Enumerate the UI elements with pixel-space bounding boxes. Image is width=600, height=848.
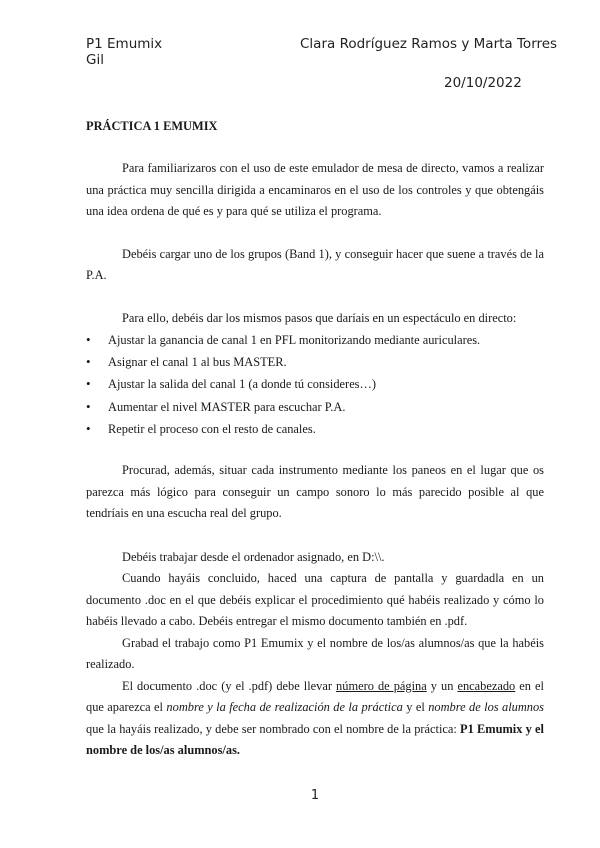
list-item: • Aumentar el nivel MASTER para escuchar P.A. (86, 396, 544, 418)
header-date: 20/10/2022 (444, 75, 522, 91)
paragraph-load-band: Debéis cargar uno de los grupos (Band 1), y conseguir hacer que suene a través de la P.A. (86, 246, 544, 282)
header-left: P1 Emumix Gil (86, 36, 163, 68)
text-run: en el que aparezca el (86, 678, 544, 715)
document-title: PRÁCTICA 1 EMUMIX (86, 119, 218, 133)
header-term: encabezado (457, 678, 516, 693)
text-run: El documento .doc (y el .pdf) debe llevar (122, 678, 337, 693)
italic-term: nombre y la fecha de realización de la práctica (166, 700, 403, 715)
paragraph-save-as: Grabad el trabajo como P1 Emumix y el nombre de los/as alumnos/as que la habéis realizado. (86, 635, 544, 672)
text-run: que la hayáis realizado, y debe ser nombrado con el nombre de la práctica: (86, 721, 461, 736)
paragraph-steps-intro: Para ello, debéis dar los mismos pasos que daríais en un espectáculo en directo: (122, 310, 517, 325)
page-number-term: número de página (336, 678, 427, 693)
document-body (86, 117, 544, 762)
list-item: • Ajustar la salida del canal 1 (a donde tú consideres…) (86, 373, 544, 395)
paragraph-requirements (86, 676, 544, 762)
list-item: • Repetir el proceso con el resto de canales. (86, 418, 544, 440)
text-run: y el (402, 700, 429, 715)
italic-term: nombre de los alumnos (428, 700, 544, 715)
bold-filename: P1 Emumix y el nombre de los/as alumnos/as. (86, 721, 544, 758)
paragraph-intro: Para familiarizaros con el uso de este emulador de mesa de directo, vamos a realizar una práctica muy sencilla dirigida a encaminaros en el uso de los controles y que obtengáis una idea ordena de qué es y para qué se utiliza el programa. (86, 161, 544, 218)
list-item: • Asignar el canal 1 al bus MASTER. (86, 351, 544, 373)
steps-list (86, 329, 544, 440)
paragraph-screenshot: Cuando hayáis concluido, haced una captura de pantalla y guardadla en un documento .doc en el que debéis explicar el procedimiento qué habéis realizado y cómo lo habéis llevado a cabo. Debéis entregar el mismo documento también en .pdf. (86, 571, 544, 629)
page-number: 1 (310, 788, 320, 803)
header-authors: Clara Rodríguez Ramos y Marta Torres (300, 36, 558, 52)
paragraph-panning: Procurad, además, situar cada instrumento mediante los paneos en el lugar que os parezca más lógico para conseguir un campo sonoro lo más parecido posible al que tendríais en una escucha real del grupo. (86, 463, 544, 521)
paragraph-computer: Debéis trabajar desde el ordenador asignado, en D:\\. (122, 549, 385, 564)
list-item: • Ajustar la ganancia de canal 1 en PFL monitorizando mediante auriculares. (86, 329, 544, 351)
text-run: y un (426, 678, 458, 693)
